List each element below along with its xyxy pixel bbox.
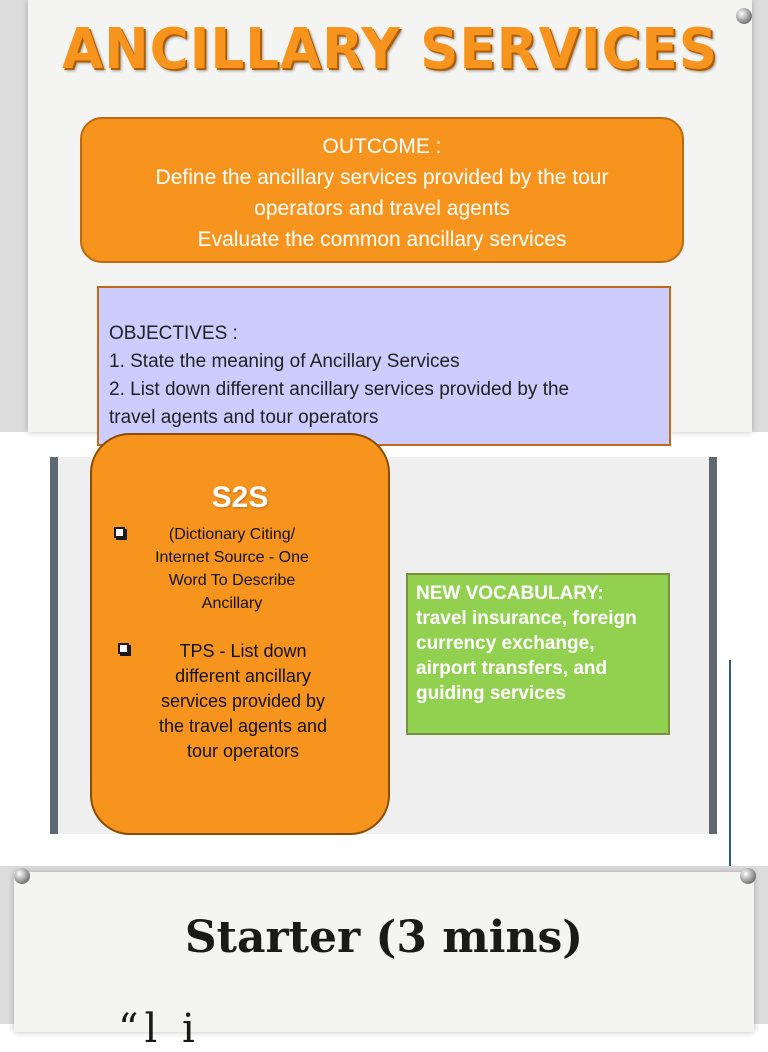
pin-icon: [740, 868, 756, 884]
quote-text: “l i: [118, 1006, 201, 1052]
slide-s2s: [50, 457, 717, 834]
slide-title: ANCILLARY SERVICES: [61, 17, 719, 82]
pin-icon: [736, 8, 752, 24]
objective-item: 2. List down different ancillary services provided by the: [109, 379, 570, 400]
divider-line: [729, 660, 731, 866]
objective-item: 1. State the meaning of Ancillary Services: [109, 351, 460, 372]
s2s-item-line: the travel agents and: [158, 716, 328, 736]
vocab-line: travel insurance, foreign: [416, 608, 637, 629]
slide-starter: [0, 866, 768, 1052]
outcome-box: [80, 117, 684, 263]
s2s-item-line: different ancillary: [175, 666, 311, 686]
checkbox-bullet-icon: [114, 527, 125, 538]
objective-item: travel agents and tour operators: [109, 407, 379, 428]
s2s-item-dictionary: [134, 523, 330, 615]
vocab-line: guiding services: [416, 683, 566, 704]
s2s-item-line: TPS - List down: [179, 641, 307, 661]
s2s-item-line: services provided by: [160, 691, 326, 711]
s2s-item-line: Word To Describe: [168, 572, 296, 589]
vocab-heading: NEW VOCABULARY:: [416, 583, 604, 604]
new-vocabulary-box: [406, 573, 670, 735]
s2s-box: [90, 433, 390, 835]
s2s-item-tps: [118, 639, 368, 764]
s2s-title: S2S: [211, 481, 269, 514]
s2s-item-line: Ancillary: [201, 595, 263, 612]
s2s-item-line: Internet Source - One: [155, 549, 309, 566]
objectives-box: [97, 286, 671, 446]
s2s-item-line: tour operators: [186, 741, 300, 761]
outcome-line: Evaluate the common ancillary services: [197, 228, 567, 251]
starter-title: Starter (3 mins): [184, 912, 584, 963]
vocab-line: airport transfers, and: [416, 658, 608, 679]
outcome-heading: OUTCOME :: [322, 135, 442, 158]
vocab-line: currency exchange,: [416, 633, 595, 654]
slide-ancillary-services: [0, 0, 768, 432]
outcome-line: Define the ancillary services provided by the tour: [155, 166, 609, 189]
pin-icon: [14, 868, 30, 884]
objectives-heading: OBJECTIVES :: [109, 323, 238, 344]
s2s-item-line: (Dictionary Citing/: [168, 526, 296, 543]
outcome-line: operators and travel agents: [254, 197, 510, 220]
